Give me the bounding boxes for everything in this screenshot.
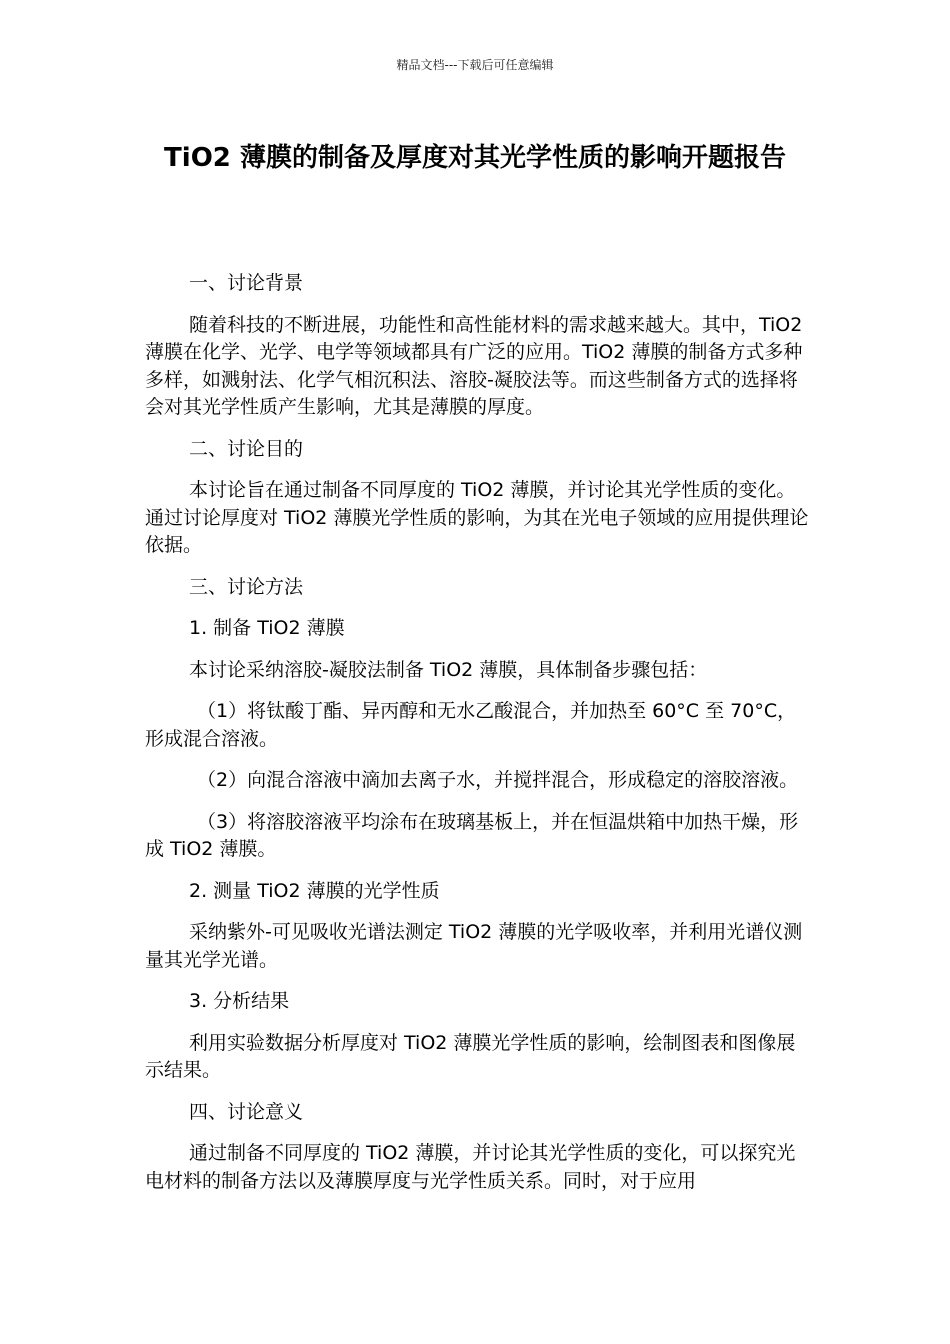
section-heading-purpose: 二、讨论目的 — [189, 437, 304, 460]
document-title: TiO2 薄膜的制备及厚度对其光学性质的影响开题报告 — [164, 143, 786, 173]
paragraph-measure: 采纳紫外-可见吸收光谱法测定 TiO2 薄膜的光学吸收率，并利用光谱仪测量其光学光谱。 — [145, 921, 803, 971]
paragraph-prepare-intro: 本讨论采纳溶胶-凝胶法制备 TiO2 薄膜，具体制备步骤包括： — [189, 658, 708, 681]
step-item-1: （1）将钛酸丁酯、异丙醇和无水乙酸混合，并加热至 60°C 至 70°C，形成混合溶液。 — [145, 700, 797, 750]
section-heading-method: 三、讨论方法 — [189, 575, 304, 598]
paragraph-analysis: 利用实验数据分析厚度对 TiO2 薄膜光学性质的影响，绘制图表和图像展示结果。 — [145, 1031, 796, 1081]
subheading-prepare-film: 1. 制备 TiO2 薄膜 — [189, 617, 345, 639]
paragraph-significance: 通过制备不同厚度的 TiO2 薄膜，并讨论其光学性质的变化，可以探究光电材料的制备方法以及薄膜厚度与光学性质关系。同时，对于应用 — [145, 1142, 796, 1192]
paragraph-background: 随着科技的不断进展，功能性和高性能材料的需求越来越大。其中，TiO2 薄膜在化学、光学、电学等领域都具有广泛的应用。TiO2 薄膜的制备方式多种多样，如溅射法、化学气相沉积法、溶胶-凝胶法等。而这些制备方式的选择将会对其光学性质产生影响，尤其是薄膜的厚度。 — [145, 313, 803, 418]
section-heading-significance: 四、讨论意义 — [189, 1100, 304, 1123]
step-item-2: （2）向混合溶液中滴加去离子水，并搅拌混合，形成稳定的溶胶溶液。 — [197, 769, 799, 791]
section-heading-background: 一、讨论背景 — [189, 272, 304, 294]
subheading-measure: 2. 测量 TiO2 薄膜的光学性质 — [189, 879, 440, 902]
step-item-3: （3）将溶胶溶液平均涂布在玻璃基板上，并在恒温烘箱中加热干燥，形成 TiO2 薄膜。 — [145, 810, 799, 860]
paragraph-purpose: 本讨论旨在通过制备不同厚度的 TiO2 薄膜，并讨论其光学性质的变化。通过讨论厚度对 TiO2 薄膜光学性质的影响，为其在光电子领域的应用提供理论依据。 — [145, 479, 809, 556]
document-body — [145, 270, 810, 1209]
header-note: 精品文档---下载后可任意编辑 — [396, 58, 554, 72]
subheading-analysis: 3. 分析结果 — [189, 990, 290, 1012]
